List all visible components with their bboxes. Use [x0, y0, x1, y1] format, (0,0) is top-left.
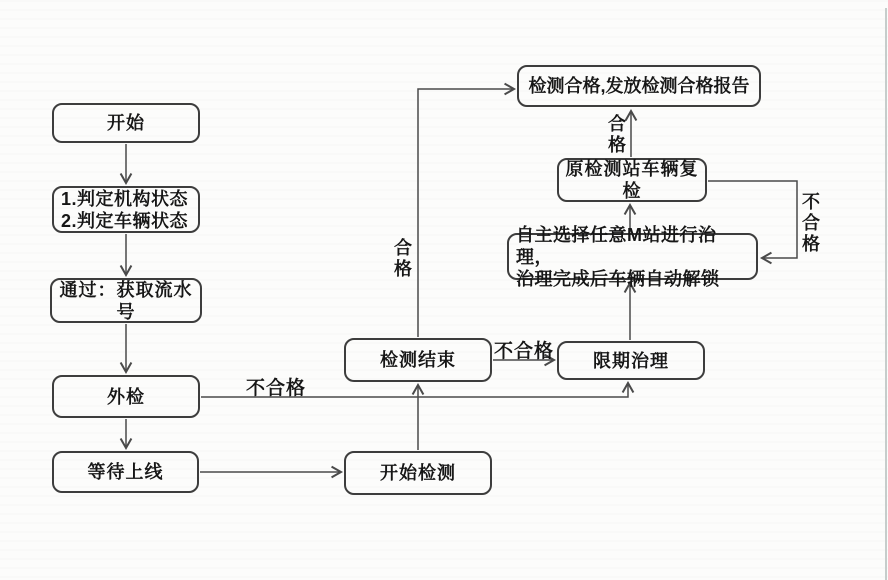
node-m-station-line1: 自主选择任意M站进行治理，	[516, 224, 717, 267]
node-pass-report: 检测合格,发放检测合格报告	[517, 65, 761, 107]
edge-label-fail-recheck: 不合格	[802, 192, 820, 254]
node-judge-status-line1: 1.判定机构状态	[61, 188, 189, 209]
node-judge-status-line2: 2.判定车辆状态	[61, 210, 189, 231]
node-judge-status	[52, 186, 200, 233]
node-external-check: 外检	[52, 375, 200, 418]
node-get-serial-number: 通过：获取流水号	[50, 278, 202, 323]
page-edge-line	[885, 8, 887, 580]
node-wait-online: 等待上线	[52, 451, 199, 493]
node-end-test: 检测结束	[344, 338, 492, 382]
node-recheck-at-original-station: 原检测站车辆复检	[557, 158, 707, 202]
edge-label-pass-recheck: 合格	[608, 114, 626, 155]
edge-label-pass-long: 合格	[394, 238, 412, 279]
node-deadline-treatment: 限期治理	[557, 341, 705, 380]
node-m-station-treatment	[507, 224, 758, 289]
node-start: 开始	[52, 103, 200, 143]
edge-label-fail-end-test: 不合格	[494, 341, 555, 362]
node-start-test: 开始检测	[344, 451, 492, 495]
node-m-station-line2: 治理完成后车辆自动解锁	[516, 268, 720, 289]
edge-label-fail-external: 不合格	[246, 378, 307, 399]
